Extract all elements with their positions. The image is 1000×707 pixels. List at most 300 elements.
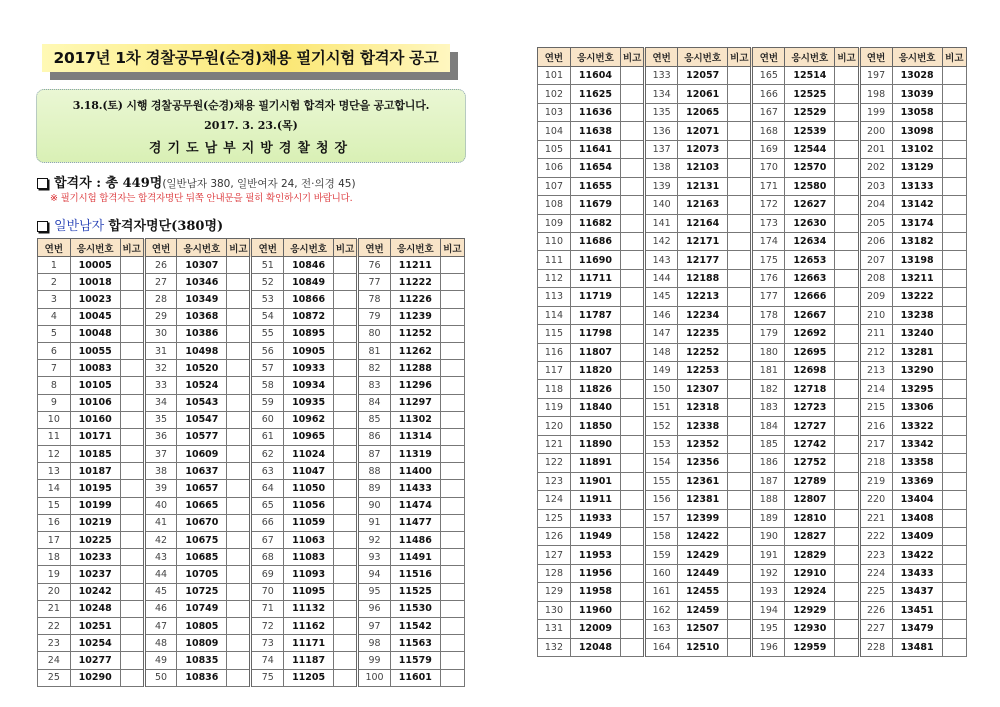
exam-number-cell: 12338 bbox=[678, 417, 728, 435]
remarks-cell bbox=[835, 380, 859, 398]
remarks-cell bbox=[334, 257, 358, 274]
serial-number-cell: 135 bbox=[645, 103, 678, 121]
serial-number-cell: 167 bbox=[752, 103, 785, 121]
remarks-cell bbox=[440, 480, 464, 497]
exam-number-cell: 12529 bbox=[785, 103, 835, 121]
exam-number-cell: 11933 bbox=[570, 509, 620, 527]
remarks-cell bbox=[440, 428, 464, 445]
table-row bbox=[538, 546, 967, 564]
exam-number-cell: 10048 bbox=[70, 325, 120, 342]
serial-number-cell: 178 bbox=[752, 306, 785, 324]
checkbox-bullet-icon bbox=[37, 221, 48, 232]
remarks-cell bbox=[728, 269, 752, 287]
serial-number-cell: 77 bbox=[358, 274, 391, 291]
exam-number-cell: 13098 bbox=[892, 122, 942, 140]
exam-number-cell: 10809 bbox=[177, 635, 227, 652]
table-row bbox=[538, 398, 967, 416]
table-row bbox=[38, 497, 465, 514]
exam-number-cell: 11239 bbox=[390, 308, 440, 325]
exam-number-cell: 13306 bbox=[892, 398, 942, 416]
serial-number-cell: 189 bbox=[752, 509, 785, 527]
serial-number-cell: 61 bbox=[251, 428, 284, 445]
announcement-title-banner bbox=[42, 44, 458, 78]
exam-number-cell: 10933 bbox=[284, 360, 334, 377]
remarks-cell bbox=[942, 269, 966, 287]
remarks-cell bbox=[227, 617, 251, 634]
exam-number-cell: 10018 bbox=[70, 274, 120, 291]
serial-number-cell: 156 bbox=[645, 491, 678, 509]
exam-number-cell: 10725 bbox=[177, 583, 227, 600]
exam-number-cell: 11679 bbox=[570, 196, 620, 214]
remarks-cell bbox=[728, 103, 752, 121]
serial-number-cell: 213 bbox=[859, 362, 892, 380]
serial-number-cell: 47 bbox=[144, 617, 177, 634]
exam-number-cell: 12627 bbox=[785, 196, 835, 214]
remarks-cell bbox=[728, 214, 752, 232]
remarks-cell bbox=[440, 617, 464, 634]
remarks-cell bbox=[440, 652, 464, 669]
exam-number-cell: 11314 bbox=[390, 428, 440, 445]
serial-number-cell: 53 bbox=[251, 291, 284, 308]
serial-number-cell: 216 bbox=[859, 417, 892, 435]
exam-number-cell: 10251 bbox=[70, 617, 120, 634]
section-category: 일반남자 bbox=[54, 219, 105, 234]
remarks-cell bbox=[621, 417, 645, 435]
remarks-cell bbox=[440, 463, 464, 480]
remarks-cell bbox=[728, 620, 752, 638]
exam-number-cell: 12234 bbox=[678, 306, 728, 324]
serial-number-cell: 70 bbox=[251, 583, 284, 600]
serial-number-cell: 85 bbox=[358, 411, 391, 428]
remarks-cell bbox=[942, 343, 966, 361]
remarks-cell bbox=[621, 454, 645, 472]
remarks-cell bbox=[227, 446, 251, 463]
serial-number-cell: 2 bbox=[38, 274, 71, 291]
serial-number-cell: 215 bbox=[859, 398, 892, 416]
serial-number-cell: 75 bbox=[251, 669, 284, 686]
remarks-cell bbox=[728, 196, 752, 214]
table-row bbox=[38, 532, 465, 549]
serial-number-cell: 160 bbox=[645, 564, 678, 582]
table-row bbox=[38, 514, 465, 531]
column-header: 비고 bbox=[120, 239, 144, 257]
column-header: 연번 bbox=[38, 239, 71, 257]
remarks-cell bbox=[227, 600, 251, 617]
exam-number-cell: 11516 bbox=[390, 566, 440, 583]
serial-number-cell: 95 bbox=[358, 583, 391, 600]
table-row bbox=[38, 463, 465, 480]
exam-number-cell: 12252 bbox=[678, 343, 728, 361]
exam-number-cell: 13479 bbox=[892, 620, 942, 638]
exam-number-cell: 10237 bbox=[70, 566, 120, 583]
serial-number-cell: 11 bbox=[38, 428, 71, 445]
serial-number-cell: 173 bbox=[752, 214, 785, 232]
serial-number-cell: 221 bbox=[859, 509, 892, 527]
remarks-cell bbox=[942, 491, 966, 509]
remarks-cell bbox=[942, 398, 966, 416]
column-header: 응시번호 bbox=[70, 239, 120, 257]
remarks-cell bbox=[440, 583, 464, 600]
serial-number-cell: 186 bbox=[752, 454, 785, 472]
exam-number-cell: 13369 bbox=[892, 472, 942, 490]
remarks-cell bbox=[942, 362, 966, 380]
remarks-cell bbox=[942, 325, 966, 343]
exam-number-cell: 13437 bbox=[892, 583, 942, 601]
remarks-cell bbox=[835, 288, 859, 306]
exam-number-cell: 10368 bbox=[177, 308, 227, 325]
table-row bbox=[538, 122, 967, 140]
remarks-cell bbox=[942, 214, 966, 232]
serial-number-cell: 153 bbox=[645, 435, 678, 453]
remarks-cell bbox=[942, 380, 966, 398]
serial-number-cell: 19 bbox=[38, 566, 71, 583]
serial-number-cell: 81 bbox=[358, 342, 391, 359]
remarks-cell bbox=[621, 638, 645, 656]
serial-number-cell: 56 bbox=[251, 342, 284, 359]
remarks-cell bbox=[728, 601, 752, 619]
serial-number-cell: 71 bbox=[251, 600, 284, 617]
remarks-cell bbox=[334, 274, 358, 291]
serial-number-cell: 176 bbox=[752, 269, 785, 287]
exam-number-cell: 12131 bbox=[678, 177, 728, 195]
exam-number-cell: 11400 bbox=[390, 463, 440, 480]
warning-note: ※ 필기시험 합격자는 합격자명단 뒤쪽 안내문을 필히 확인하시기 바랍니다. bbox=[50, 193, 353, 204]
exam-number-cell: 12318 bbox=[678, 398, 728, 416]
serial-number-cell: 217 bbox=[859, 435, 892, 453]
exam-number-cell: 11477 bbox=[390, 514, 440, 531]
serial-number-cell: 65 bbox=[251, 497, 284, 514]
remarks-cell bbox=[334, 411, 358, 428]
remarks-cell bbox=[334, 377, 358, 394]
serial-number-cell: 99 bbox=[358, 652, 391, 669]
serial-number-cell: 119 bbox=[538, 398, 571, 416]
remarks-cell bbox=[334, 360, 358, 377]
remarks-cell bbox=[227, 377, 251, 394]
exam-number-cell: 11579 bbox=[390, 652, 440, 669]
serial-number-cell: 15 bbox=[38, 497, 71, 514]
exam-number-cell: 11525 bbox=[390, 583, 440, 600]
exam-number-cell: 11050 bbox=[284, 480, 334, 497]
exam-number-cell: 13290 bbox=[892, 362, 942, 380]
remarks-cell bbox=[942, 159, 966, 177]
exam-number-cell: 12356 bbox=[678, 454, 728, 472]
exam-number-cell: 12213 bbox=[678, 288, 728, 306]
serial-number-cell: 45 bbox=[144, 583, 177, 600]
exam-number-cell: 11798 bbox=[570, 325, 620, 343]
remarks-cell bbox=[835, 362, 859, 380]
serial-number-cell: 40 bbox=[144, 497, 177, 514]
exam-number-cell: 13102 bbox=[892, 140, 942, 158]
serial-number-cell: 207 bbox=[859, 251, 892, 269]
exam-number-cell: 11787 bbox=[570, 306, 620, 324]
remarks-cell bbox=[440, 377, 464, 394]
serial-number-cell: 211 bbox=[859, 325, 892, 343]
remarks-cell bbox=[728, 288, 752, 306]
remarks-cell bbox=[942, 122, 966, 140]
exam-number-cell: 12653 bbox=[785, 251, 835, 269]
remarks-cell bbox=[942, 583, 966, 601]
exam-number-cell: 10233 bbox=[70, 549, 120, 566]
serial-number-cell: 64 bbox=[251, 480, 284, 497]
serial-number-cell: 92 bbox=[358, 532, 391, 549]
exam-number-cell: 12164 bbox=[678, 214, 728, 232]
exam-number-cell: 12910 bbox=[785, 564, 835, 582]
serial-number-cell: 218 bbox=[859, 454, 892, 472]
exam-number-cell: 10577 bbox=[177, 428, 227, 445]
serial-number-cell: 80 bbox=[358, 325, 391, 342]
table-row bbox=[38, 291, 465, 308]
remarks-cell bbox=[728, 251, 752, 269]
serial-number-cell: 188 bbox=[752, 491, 785, 509]
remarks-cell bbox=[227, 497, 251, 514]
remarks-cell bbox=[334, 308, 358, 325]
remarks-cell bbox=[227, 583, 251, 600]
exam-number-cell: 10187 bbox=[70, 463, 120, 480]
exam-number-cell: 11024 bbox=[284, 446, 334, 463]
table-row bbox=[538, 85, 967, 103]
serial-number-cell: 191 bbox=[752, 546, 785, 564]
column-header: 응시번호 bbox=[892, 48, 942, 67]
exam-number-cell: 11891 bbox=[570, 454, 620, 472]
exam-number-cell: 10665 bbox=[177, 497, 227, 514]
remarks-cell bbox=[942, 232, 966, 250]
exam-number-cell: 11226 bbox=[390, 291, 440, 308]
serial-number-cell: 98 bbox=[358, 635, 391, 652]
exam-number-cell: 12253 bbox=[678, 362, 728, 380]
remarks-cell bbox=[728, 306, 752, 324]
exam-number-cell: 11901 bbox=[570, 472, 620, 490]
table-row bbox=[38, 342, 465, 359]
exam-number-cell: 12827 bbox=[785, 527, 835, 545]
remarks-cell bbox=[334, 617, 358, 634]
remarks-cell bbox=[334, 497, 358, 514]
exam-number-cell: 10349 bbox=[177, 291, 227, 308]
serial-number-cell: 37 bbox=[144, 446, 177, 463]
table-row bbox=[538, 288, 967, 306]
remarks-cell bbox=[227, 394, 251, 411]
table-row bbox=[538, 491, 967, 509]
exam-number-cell: 11625 bbox=[570, 85, 620, 103]
exam-number-cell: 10171 bbox=[70, 428, 120, 445]
table-row bbox=[38, 360, 465, 377]
exam-number-cell: 10106 bbox=[70, 394, 120, 411]
exam-number-cell: 12959 bbox=[785, 638, 835, 656]
serial-number-cell: 220 bbox=[859, 491, 892, 509]
serial-number-cell: 86 bbox=[358, 428, 391, 445]
remarks-cell bbox=[621, 398, 645, 416]
serial-number-cell: 212 bbox=[859, 343, 892, 361]
table-row bbox=[538, 583, 967, 601]
remarks-cell bbox=[835, 620, 859, 638]
exam-number-cell: 10160 bbox=[70, 411, 120, 428]
exam-number-cell: 11820 bbox=[570, 362, 620, 380]
exam-number-cell: 10935 bbox=[284, 394, 334, 411]
serial-number-cell: 107 bbox=[538, 177, 571, 195]
remarks-cell bbox=[227, 360, 251, 377]
serial-number-cell: 142 bbox=[645, 232, 678, 250]
exam-number-cell: 11486 bbox=[390, 532, 440, 549]
remarks-cell bbox=[120, 635, 144, 652]
exam-number-cell: 13281 bbox=[892, 343, 942, 361]
serial-number-cell: 17 bbox=[38, 532, 71, 549]
serial-number-cell: 148 bbox=[645, 343, 678, 361]
exam-number-cell: 10346 bbox=[177, 274, 227, 291]
serial-number-cell: 94 bbox=[358, 566, 391, 583]
exam-number-cell: 10872 bbox=[284, 308, 334, 325]
exam-number-cell: 12810 bbox=[785, 509, 835, 527]
exam-number-cell: 11719 bbox=[570, 288, 620, 306]
remarks-cell bbox=[728, 417, 752, 435]
serial-number-cell: 124 bbox=[538, 491, 571, 509]
remarks-cell bbox=[621, 251, 645, 269]
remarks-cell bbox=[728, 472, 752, 490]
remarks-cell bbox=[835, 325, 859, 343]
serial-number-cell: 169 bbox=[752, 140, 785, 158]
exam-number-cell: 11641 bbox=[570, 140, 620, 158]
serial-number-cell: 161 bbox=[645, 583, 678, 601]
remarks-cell bbox=[227, 652, 251, 669]
exam-number-cell: 13322 bbox=[892, 417, 942, 435]
exam-number-cell: 13133 bbox=[892, 177, 942, 195]
serial-number-cell: 62 bbox=[251, 446, 284, 463]
table-row bbox=[38, 394, 465, 411]
remarks-cell bbox=[227, 480, 251, 497]
exam-number-cell: 12829 bbox=[785, 546, 835, 564]
remarks-cell bbox=[440, 325, 464, 342]
serial-number-cell: 54 bbox=[251, 308, 284, 325]
exam-number-cell: 11890 bbox=[570, 435, 620, 453]
table-header-row bbox=[538, 48, 967, 67]
remarks-cell bbox=[334, 480, 358, 497]
remarks-cell bbox=[942, 472, 966, 490]
remarks-cell bbox=[835, 140, 859, 158]
exam-number-cell: 11059 bbox=[284, 514, 334, 531]
serial-number-cell: 155 bbox=[645, 472, 678, 490]
remarks-cell bbox=[728, 491, 752, 509]
exam-number-cell: 12057 bbox=[678, 67, 728, 85]
exam-number-cell: 10498 bbox=[177, 342, 227, 359]
serial-number-cell: 144 bbox=[645, 269, 678, 287]
table-row bbox=[38, 411, 465, 428]
serial-number-cell: 113 bbox=[538, 288, 571, 306]
serial-number-cell: 137 bbox=[645, 140, 678, 158]
exam-number-cell: 12171 bbox=[678, 232, 728, 250]
exam-number-cell: 10083 bbox=[70, 360, 120, 377]
table-row bbox=[38, 308, 465, 325]
serial-number-cell: 93 bbox=[358, 549, 391, 566]
table-row bbox=[38, 635, 465, 652]
exam-number-cell: 11132 bbox=[284, 600, 334, 617]
exam-number-cell: 12789 bbox=[785, 472, 835, 490]
remarks-cell bbox=[120, 446, 144, 463]
remarks-cell bbox=[440, 257, 464, 274]
exam-number-cell: 13433 bbox=[892, 564, 942, 582]
serial-number-cell: 34 bbox=[144, 394, 177, 411]
serial-number-cell: 165 bbox=[752, 67, 785, 85]
remarks-cell bbox=[835, 177, 859, 195]
serial-number-cell: 149 bbox=[645, 362, 678, 380]
table-row bbox=[38, 652, 465, 669]
exam-number-cell: 10105 bbox=[70, 377, 120, 394]
remarks-cell bbox=[835, 214, 859, 232]
exam-number-cell: 12807 bbox=[785, 491, 835, 509]
exam-number-cell: 11211 bbox=[390, 257, 440, 274]
table-row bbox=[38, 325, 465, 342]
exam-number-cell: 10225 bbox=[70, 532, 120, 549]
exam-number-cell: 12634 bbox=[785, 232, 835, 250]
serial-number-cell: 27 bbox=[144, 274, 177, 291]
remarks-cell bbox=[334, 446, 358, 463]
exam-number-cell: 12455 bbox=[678, 583, 728, 601]
serial-number-cell: 105 bbox=[538, 140, 571, 158]
exam-number-cell: 12544 bbox=[785, 140, 835, 158]
serial-number-cell: 8 bbox=[38, 377, 71, 394]
table-row bbox=[38, 600, 465, 617]
serial-number-cell: 224 bbox=[859, 564, 892, 582]
serial-number-cell: 180 bbox=[752, 343, 785, 361]
remarks-cell bbox=[227, 514, 251, 531]
table-row bbox=[38, 669, 465, 686]
serial-number-cell: 79 bbox=[358, 308, 391, 325]
serial-number-cell: 55 bbox=[251, 325, 284, 342]
remarks-cell bbox=[835, 67, 859, 85]
serial-number-cell: 184 bbox=[752, 417, 785, 435]
remarks-cell bbox=[835, 601, 859, 619]
remarks-cell bbox=[835, 472, 859, 490]
remarks-cell bbox=[334, 549, 358, 566]
serial-number-cell: 205 bbox=[859, 214, 892, 232]
table-row bbox=[538, 564, 967, 582]
exam-number-cell: 10185 bbox=[70, 446, 120, 463]
table-row bbox=[538, 269, 967, 287]
remarks-cell bbox=[120, 325, 144, 342]
remarks-cell bbox=[621, 601, 645, 619]
exam-number-cell: 10195 bbox=[70, 480, 120, 497]
remarks-cell bbox=[942, 417, 966, 435]
remarks-cell bbox=[621, 527, 645, 545]
serial-number-cell: 181 bbox=[752, 362, 785, 380]
column-header: 응시번호 bbox=[390, 239, 440, 257]
table-row bbox=[538, 343, 967, 361]
remarks-cell bbox=[120, 257, 144, 274]
column-header: 비고 bbox=[728, 48, 752, 67]
remarks-cell bbox=[120, 463, 144, 480]
exam-number-cell: 11162 bbox=[284, 617, 334, 634]
exam-number-cell: 13358 bbox=[892, 454, 942, 472]
exam-number-cell: 13182 bbox=[892, 232, 942, 250]
serial-number-cell: 35 bbox=[144, 411, 177, 428]
table-row bbox=[538, 417, 967, 435]
exam-number-cell: 10524 bbox=[177, 377, 227, 394]
serial-number-cell: 4 bbox=[38, 308, 71, 325]
exam-number-cell: 10254 bbox=[70, 635, 120, 652]
remarks-cell bbox=[120, 394, 144, 411]
exam-number-cell: 10199 bbox=[70, 497, 120, 514]
remarks-cell bbox=[942, 601, 966, 619]
serial-number-cell: 133 bbox=[645, 67, 678, 85]
exam-number-cell: 12718 bbox=[785, 380, 835, 398]
exam-number-cell: 10045 bbox=[70, 308, 120, 325]
remarks-cell bbox=[440, 291, 464, 308]
serial-number-cell: 28 bbox=[144, 291, 177, 308]
serial-number-cell: 3 bbox=[38, 291, 71, 308]
exam-number-cell: 12422 bbox=[678, 527, 728, 545]
exam-number-cell: 10005 bbox=[70, 257, 120, 274]
remarks-cell bbox=[120, 669, 144, 686]
exam-number-cell: 12723 bbox=[785, 398, 835, 416]
exam-number-cell: 12663 bbox=[785, 269, 835, 287]
remarks-cell bbox=[835, 583, 859, 601]
